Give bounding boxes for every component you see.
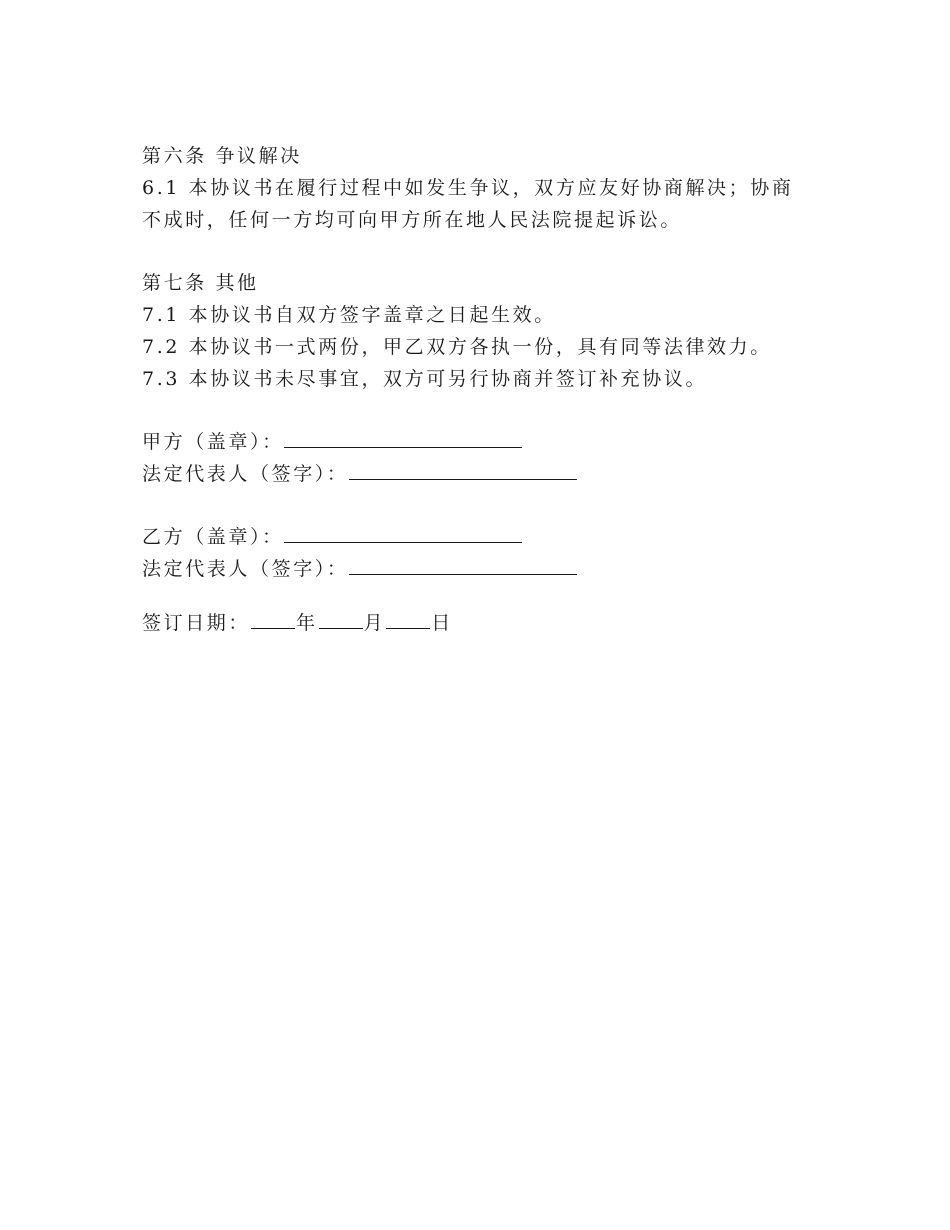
month-label: 月 bbox=[363, 612, 386, 634]
party-a-rep-label: 法定代表人（签字）： bbox=[142, 463, 349, 485]
day-label: 日 bbox=[431, 612, 453, 634]
signing-date-row bbox=[142, 607, 822, 639]
day-blank[interactable] bbox=[386, 610, 430, 629]
party-b-seal-blank[interactable] bbox=[284, 524, 522, 543]
clause-7-3: 7.3 本协议书未尽事宜，双方可另行协商并签订补充协议。 bbox=[142, 368, 708, 390]
party-a-seal-label: 甲方（盖章）： bbox=[142, 431, 284, 453]
clause-6-1-line-1: 6.1 本协议书在履行过程中如发生争议，双方应友好协商解决；协商 bbox=[142, 177, 794, 199]
party-b-seal-label: 乙方（盖章）： bbox=[142, 526, 284, 548]
month-blank[interactable] bbox=[319, 610, 363, 629]
party-a-seal-row bbox=[142, 426, 822, 458]
clause-7-2: 7.2 本协议书一式两份，甲乙双方各执一份，具有同等法律效力。 bbox=[142, 336, 772, 358]
party-b-seal-row bbox=[142, 521, 822, 553]
clause-6-1-line-2: 不成时，任何一方均可向甲方所在地人民法院提起诉讼。 bbox=[142, 209, 683, 231]
party-a-rep-row bbox=[142, 458, 822, 490]
year-label: 年 bbox=[296, 612, 318, 634]
signing-date-label: 签订日期： bbox=[142, 612, 251, 634]
article-7-heading: 第七条 其他 bbox=[142, 272, 259, 294]
party-b-rep-row bbox=[142, 553, 822, 585]
party-b-signature-blank[interactable] bbox=[349, 556, 577, 575]
year-blank[interactable] bbox=[251, 610, 295, 629]
party-a-signature-blank[interactable] bbox=[349, 461, 577, 480]
clause-7-1: 7.1 本协议书自双方签字盖章之日起生效。 bbox=[142, 304, 556, 326]
document-page bbox=[142, 140, 822, 639]
party-a-seal-blank[interactable] bbox=[284, 429, 522, 448]
article-6-heading: 第六条 争议解决 bbox=[142, 145, 302, 167]
party-b-rep-label: 法定代表人（签字）： bbox=[142, 558, 349, 580]
